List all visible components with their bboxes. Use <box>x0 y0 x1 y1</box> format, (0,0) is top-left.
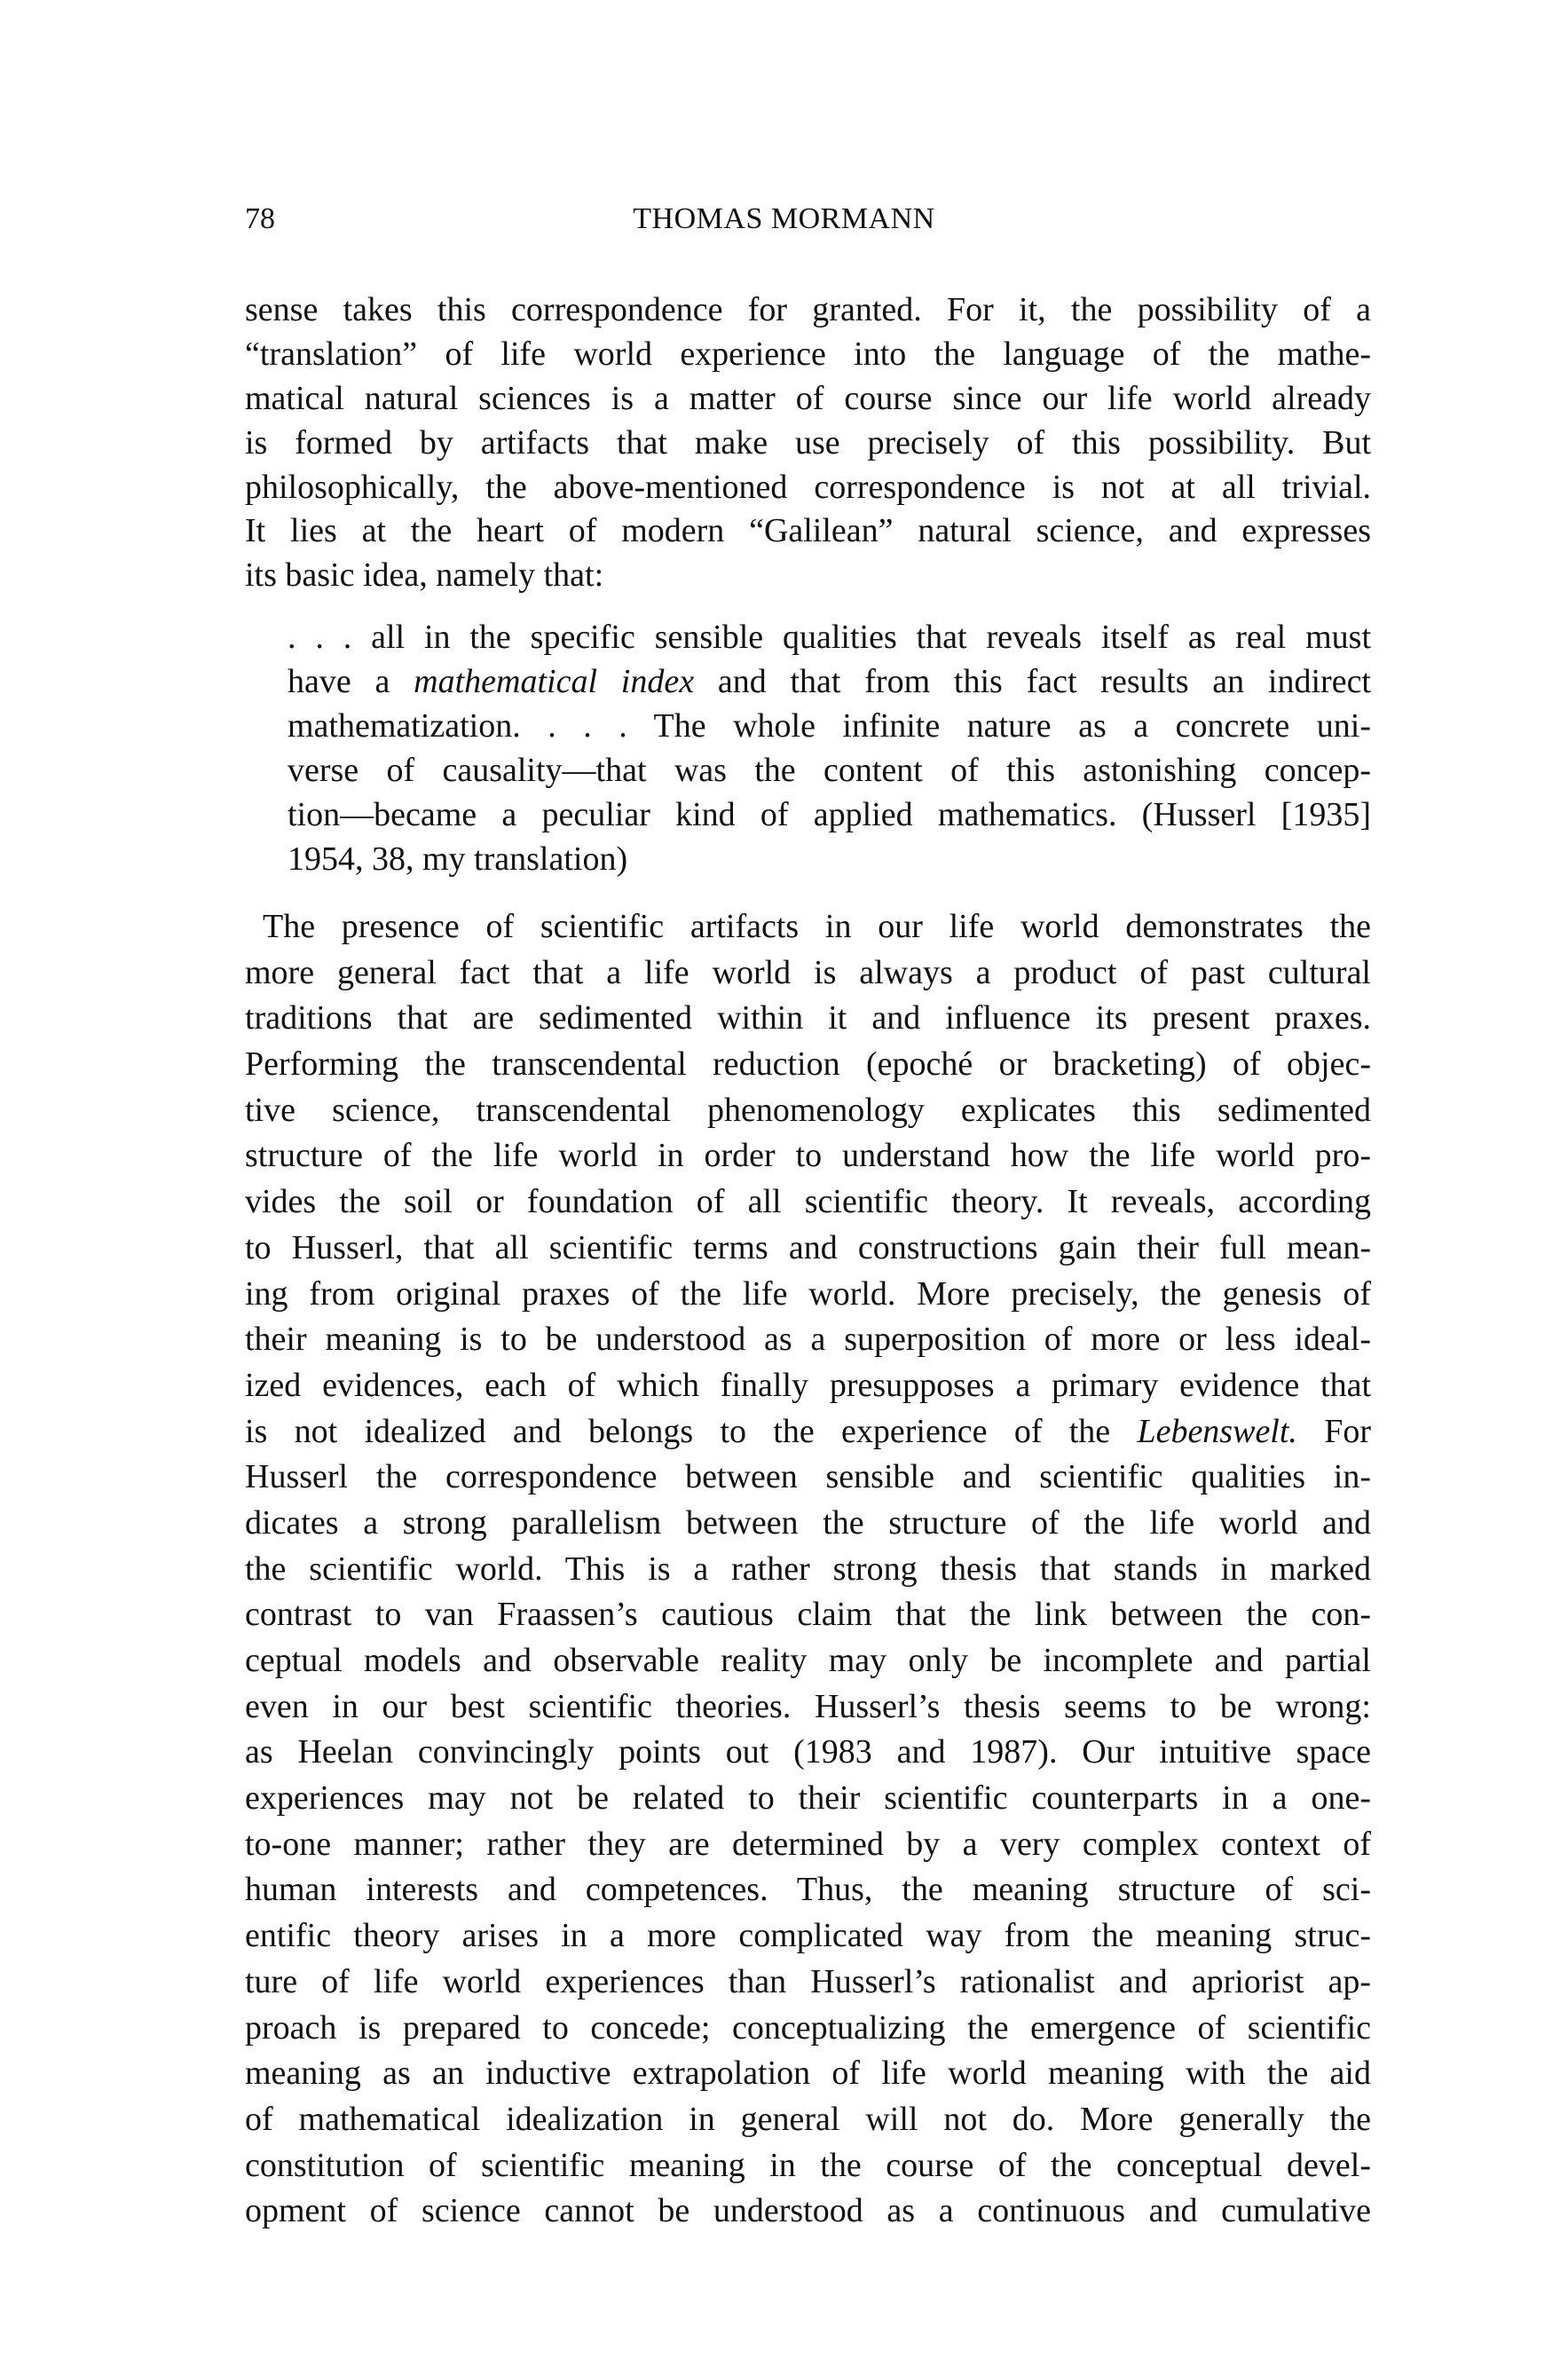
text-line <box>245 1913 1371 1960</box>
text-segment: to Husserl, that all scientific terms and constructions gain their full mean- <box>245 1228 1371 1266</box>
text-segment: their meaning is to be understood as a superposition of more or less ideal- <box>245 1321 1371 1359</box>
page-number: 78 <box>245 202 275 235</box>
text-segment: Performing the transcendental reduction (epoché or bracketing) of objec- <box>245 1045 1371 1084</box>
text-line <box>288 837 1371 881</box>
text-segment: have a <box>288 663 414 700</box>
text-line <box>245 1455 1371 1501</box>
text-line <box>245 1363 1371 1409</box>
text-line <box>245 1226 1371 1272</box>
text-segment: tion—became a peculiar kind of applied mathematics. (Husserl [1935] <box>288 796 1371 833</box>
text-segment: more general fact that a life world is always a product of past cultural <box>245 953 1371 991</box>
text-segment: “translation” of life world experience into the language of the mathe- <box>245 335 1371 373</box>
italic-text: Lebenswelt. <box>1137 1412 1297 1450</box>
text-line <box>245 1867 1371 1913</box>
text-line <box>245 1042 1371 1088</box>
text-segment: tive science, transcendental phenomenology explicates this sedimented <box>245 1091 1371 1129</box>
text-line <box>245 1272 1371 1318</box>
text-line <box>245 422 1371 466</box>
text-segment: structure of the life world in order to understand how the life world pro- <box>245 1137 1371 1175</box>
text-segment: constitution of scientific meaning in the course of the conceptual devel- <box>245 2146 1371 2184</box>
text-line <box>245 1776 1371 1822</box>
text-segment: contrast to van Fraassen’s cautious claim that the link between the con- <box>245 1596 1371 1634</box>
text-segment: opment of science cannot be understood as a continuous and cumulative <box>245 2192 1371 2230</box>
block-quote <box>288 615 1371 881</box>
text-segment: sense takes this correspondence for granted. For it, the possibility of a <box>245 291 1371 328</box>
text-line <box>245 1409 1371 1455</box>
text-line <box>245 1822 1371 1868</box>
text-line <box>288 615 1371 659</box>
text-segment: dicates a strong parallelism between the structure of the life world and <box>245 1503 1371 1542</box>
text-segment: For <box>1296 1412 1371 1450</box>
text-segment: . . . all in the specific sensible qualities that reveals itself as real must <box>288 619 1371 656</box>
text-segment: The presence of scientific artifacts in our life world demonstrates the <box>263 908 1371 945</box>
text-segment: even in our best scientific theories. Husserl’s thesis seems to be wrong: <box>245 1687 1371 1725</box>
text-line <box>245 2097 1371 2143</box>
running-head: THOMAS MORMANN <box>633 202 935 235</box>
text-line <box>288 748 1371 793</box>
text-segment: is formed by artifacts that make use precisely of this possibility. But <box>245 423 1371 461</box>
text-line <box>245 1638 1371 1684</box>
body-paragraph <box>245 288 1371 598</box>
text-segment: its basic idea, namely that: <box>245 556 604 595</box>
text-segment: ing from original praxes of the life world. More precisely, the genesis of <box>245 1274 1371 1313</box>
text-line <box>288 659 1371 704</box>
text-line <box>245 1088 1371 1134</box>
text-line <box>245 904 1371 950</box>
text-segment: the scientific world. This is a rather strong thesis that stands in marked <box>245 1550 1371 1588</box>
text-line <box>245 2189 1371 2235</box>
text-segment: proach is prepared to concede; conceptualizing the emergence of scientific <box>245 2008 1371 2047</box>
text-line <box>245 2143 1371 2189</box>
text-line <box>245 2051 1371 2097</box>
text-segment: as Heelan convincingly points out (1983 and 1987). Our intuitive space <box>245 1733 1371 1771</box>
text-segment: meaning as an inductive extrapolation of life world meaning with the aid <box>245 2055 1371 2093</box>
text-line <box>245 1592 1371 1638</box>
text-segment: to-one manner; rather they are determined by a very complex context of <box>245 1825 1371 1863</box>
text-segment: ceptual models and observable reality may only be incomplete and partial <box>245 1642 1371 1679</box>
text-line <box>288 704 1371 748</box>
text-segment: Husserl the correspondence between sensible and scientific qualities in- <box>245 1458 1371 1496</box>
text-segment: is not idealized and belongs to the experience of the <box>245 1412 1138 1450</box>
text-segment: and that from this fact results an indirect <box>694 663 1371 700</box>
text-segment: mathematization. . . . The whole infinite nature as a concrete uni- <box>288 707 1371 745</box>
text-line <box>245 996 1371 1042</box>
text-line <box>245 1684 1371 1731</box>
text-segment: entific theory arises in a more complicated way from the meaning struc- <box>245 1917 1371 1955</box>
text-segment: ture of life world experiences than Husserl’s rationalist and apriorist ap- <box>245 1962 1371 2000</box>
text-line <box>245 2006 1371 2052</box>
text-line <box>245 950 1371 997</box>
text-segment: of mathematical idealization in general will not do. More generally the <box>245 2100 1371 2138</box>
text-line <box>245 288 1371 333</box>
text-segment: traditions that are sedimented within it and influence its present praxes. <box>245 999 1371 1037</box>
text-segment: human interests and competences. Thus, the meaning structure of sci- <box>245 1871 1371 1909</box>
text-segment: 1954, 38, my translation) <box>288 840 628 878</box>
text-line <box>245 1317 1371 1363</box>
text-line <box>245 1133 1371 1179</box>
text-segment: verse of causality—that was the content of this astonishing concep- <box>288 752 1371 789</box>
text-line <box>245 1179 1371 1226</box>
body-paragraph <box>245 904 1371 2235</box>
text-line <box>245 1501 1371 1547</box>
italic-text: mathematical index <box>414 663 695 700</box>
text-line <box>245 466 1371 510</box>
text-segment: vides the soil or foundation of all scientific theory. It reveals, according <box>245 1183 1371 1221</box>
text-line <box>245 1730 1371 1776</box>
text-segment: matical natural sciences is a matter of course since our life world already <box>245 379 1371 417</box>
text-line <box>245 333 1371 377</box>
text-line <box>245 509 1371 554</box>
text-segment: It lies at the heart of modern “Galilean” natural science, and expresses <box>245 512 1371 550</box>
text-segment: philosophically, the above-mentioned correspondence is not at all trivial. <box>245 468 1371 506</box>
text-segment: ized evidences, each of which finally presupposes a primary evidence that <box>245 1366 1371 1404</box>
text-segment: experiences may not be related to their scientific counterparts in a one- <box>245 1779 1371 1818</box>
text-line <box>245 554 1371 598</box>
text-line <box>245 377 1371 422</box>
text-line <box>245 1960 1371 2006</box>
text-line <box>245 1547 1371 1593</box>
text-line <box>288 793 1371 837</box>
